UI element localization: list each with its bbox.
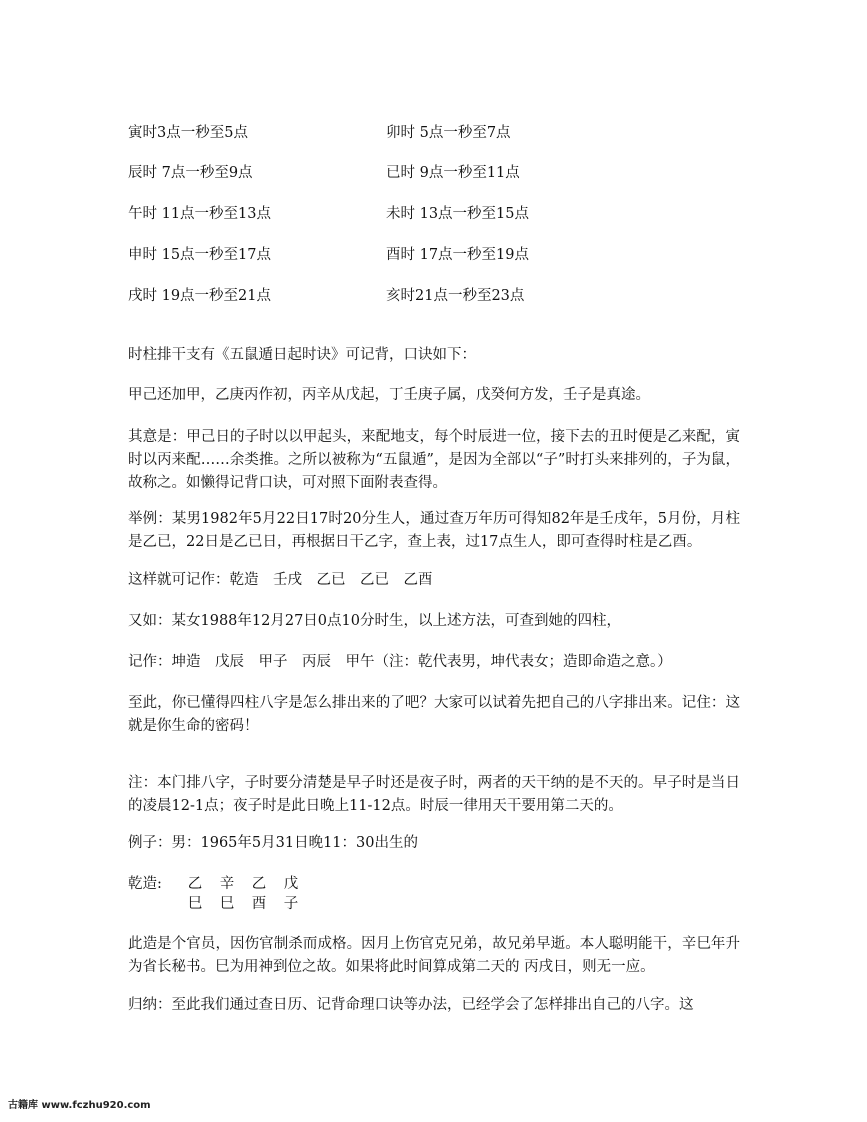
paragraph-record-male: 这样就可记作：乾造 壬戌 乙已 乙已 乙酉 [128, 572, 433, 588]
pillars-label: 乾造: [128, 876, 162, 892]
hour-entry: 未时 13点一秒至15点 [386, 206, 530, 222]
hour-entry: 申时 15点一秒至17点 [128, 247, 272, 263]
pillar-branch: 巳 [187, 896, 203, 912]
hour-entry: 酉时 17点一秒至19点 [386, 247, 530, 263]
pillar-branch: 子 [283, 896, 299, 912]
paragraph-note: 注：本门排八字，子时要分清楚是早子时还是夜子时，两者的天干纳的是不天的。早子时是当日的凌晨12-1点；夜子时是此日晚上11-12点。时辰一律用天干要用第二天的。 [128, 775, 740, 814]
paragraph-rhyme: 甲己还加甲，乙庚丙作初，丙辛从戊起，丁壬庚子属，戊癸何方发，壬子是真途。 [128, 387, 650, 403]
paragraph-example-1965: 例子：男：1965年5月31日晚11：30出生的 [128, 835, 418, 851]
hour-entry: 亥时21点一秒至23点 [386, 288, 525, 304]
pillar-stem: 辛 [219, 876, 235, 892]
paragraph-example-female: 又如：某女1988年12月27日0点10分时生，以上述方法，可查到她的四柱， [128, 613, 621, 629]
paragraph-example-male: 举例：某男1982年5月22日17时20分生人，通过查万年历可得知82年是壬戌年，5月份，月柱是乙已，22日是乙已日，再根据日干乙字，查上表，过17点生人，即可查得时柱是乙酉。 [128, 511, 740, 550]
site-footer: 古籍库 www.fczhu920.com [8, 1100, 151, 1111]
paragraph-intro: 时柱排干支有《五鼠遁日起时诀》可记背，口诀如下： [128, 347, 476, 363]
pillar-branch: 酉 [251, 896, 267, 912]
hour-entry: 卯时 5点一秒至7点 [386, 125, 511, 141]
paragraph-summary: 归纳：至此我们通过查日历、记背命理口诀等办法，已经学会了怎样排出自己的八字。这 [128, 997, 694, 1013]
pillar-stem: 戊 [283, 876, 299, 892]
pillar-stem: 乙 [187, 876, 203, 892]
paragraph-explanation: 其意是：甲己日的子时以以甲起头，来配地支，每个时辰进一位，接下去的丑时便是乙来配，寅时以丙来配……余类推。之所以被称为“五鼠遁”，是因为全部以“子”时打头来排列的，子为鼠，故称之。如懒得记背口诀，可对照下面附表查得。 [128, 429, 740, 491]
pillar-branch: 巳 [219, 896, 235, 912]
hour-entry: 午时 11点一秒至13点 [128, 206, 272, 222]
hour-entry: 戌时 19点一秒至21点 [128, 288, 272, 304]
paragraph-conclusion: 至此，你已懂得四柱八字是怎么排出来的了吧？大家可以试着先把自己的八字排出来。记住：这就是你生命的密码！ [128, 695, 740, 734]
paragraph-analysis: 此造是个官员，因伤官制杀而成格。因月上伤官克兄弟，故兄弟早逝。本人聪明能干，辛巳年升为省长秘书。巳为用神到位之故。如果将此时间算成第二天的 丙戌日，则无一应。 [128, 936, 740, 975]
pillar-stem: 乙 [251, 876, 267, 892]
hour-entry: 辰时 7点一秒至9点 [128, 165, 253, 181]
hour-entry: 已时 9点一秒至11点 [386, 165, 520, 181]
hour-entry: 寅时3点一秒至5点 [128, 125, 248, 141]
paragraph-record-female: 记作：坤造 戊辰 甲子 丙辰 甲午（注：乾代表男，坤代表女；造即命造之意。） [128, 654, 672, 670]
